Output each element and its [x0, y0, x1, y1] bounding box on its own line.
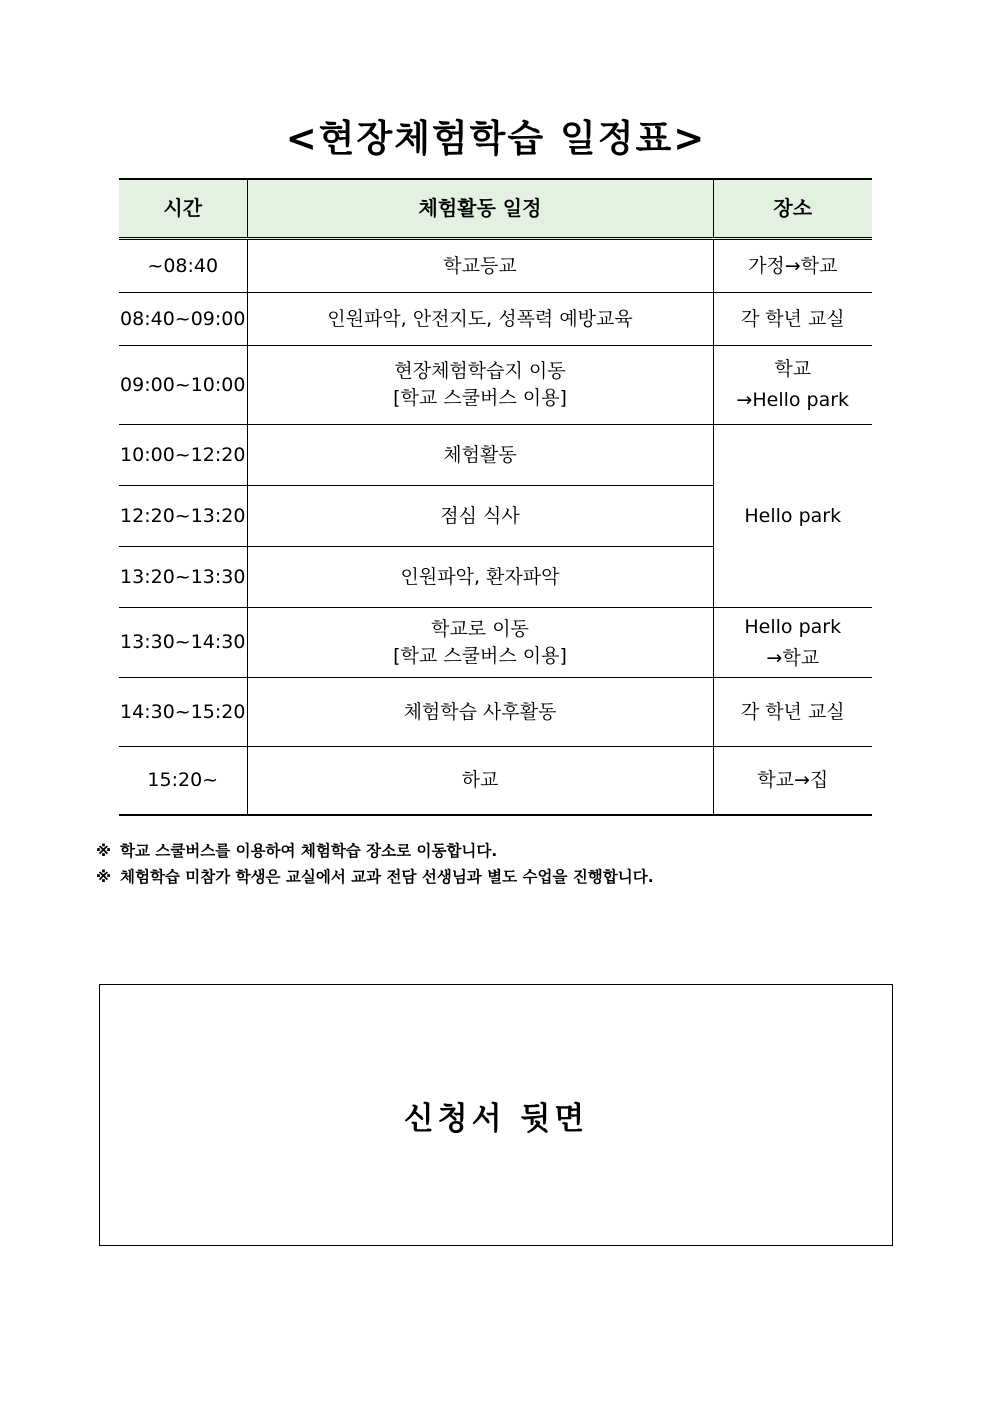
table-row [119, 608, 872, 678]
activity-cell: 체험학습 사후활동 [247, 678, 713, 747]
table-row [119, 425, 872, 486]
activity-cell: 하교 [247, 747, 713, 815]
table-row [119, 346, 872, 425]
header-place: 장소 [713, 179, 872, 239]
table-row [119, 293, 872, 346]
table-header-row [119, 179, 872, 239]
table-row [119, 678, 872, 747]
time-cell: 13:20~13:30 [119, 547, 247, 608]
place-cell: 학교 →Hello park [713, 346, 872, 425]
time-cell: 09:00~10:00 [119, 346, 247, 425]
place-cell: 학교→집 [713, 747, 872, 815]
activity-cell: 학교로 이동 [학교 스쿨버스 이용] [247, 608, 713, 678]
activity-cell: 체험활동 [247, 425, 713, 486]
schedule-table [119, 178, 872, 816]
activity-cell: 학교등교 [247, 239, 713, 293]
table-row [119, 239, 872, 293]
time-cell: 14:30~15:20 [119, 678, 247, 747]
time-cell: ~08:40 [119, 239, 247, 293]
application-back-box [99, 984, 893, 1246]
reference-mark-icon: ※ [96, 842, 112, 860]
time-cell: 08:40~09:00 [119, 293, 247, 346]
place-cell: Hello park →학교 [713, 608, 872, 678]
header-time: 시간 [119, 179, 247, 239]
time-cell: 13:30~14:30 [119, 608, 247, 678]
header-activity: 체험활동 일정 [247, 179, 713, 239]
note-item: ※ 학교 스쿨버스를 이용하여 체험학습 장소로 이동합니다. [96, 838, 654, 864]
time-cell: 12:20~13:20 [119, 486, 247, 547]
place-cell: 가정→학교 [713, 239, 872, 293]
place-cell: 각 학년 교실 [713, 678, 872, 747]
time-cell: 15:20~ [119, 747, 247, 815]
reference-mark-icon: ※ [96, 868, 112, 886]
activity-cell: 인원파악, 환자파악 [247, 547, 713, 608]
activity-cell: 인원파악, 안전지도, 성폭력 예방교육 [247, 293, 713, 346]
activity-cell: 점심 식사 [247, 486, 713, 547]
place-cell: Hello park [713, 425, 872, 608]
table-row [119, 747, 872, 815]
activity-cell: 현장체험학습지 이동 [학교 스쿨버스 이용] [247, 346, 713, 425]
place-cell: 각 학년 교실 [713, 293, 872, 346]
note-item: ※ 체험학습 미참가 학생은 교실에서 교과 전담 선생님과 별도 수업을 진행합니다. [96, 864, 654, 890]
box-label: 신청서 뒷면 [403, 1100, 589, 1137]
time-cell: 10:00~12:20 [119, 425, 247, 486]
page-title: <현장체험학습 일정표> [285, 117, 707, 160]
notes [96, 838, 654, 890]
